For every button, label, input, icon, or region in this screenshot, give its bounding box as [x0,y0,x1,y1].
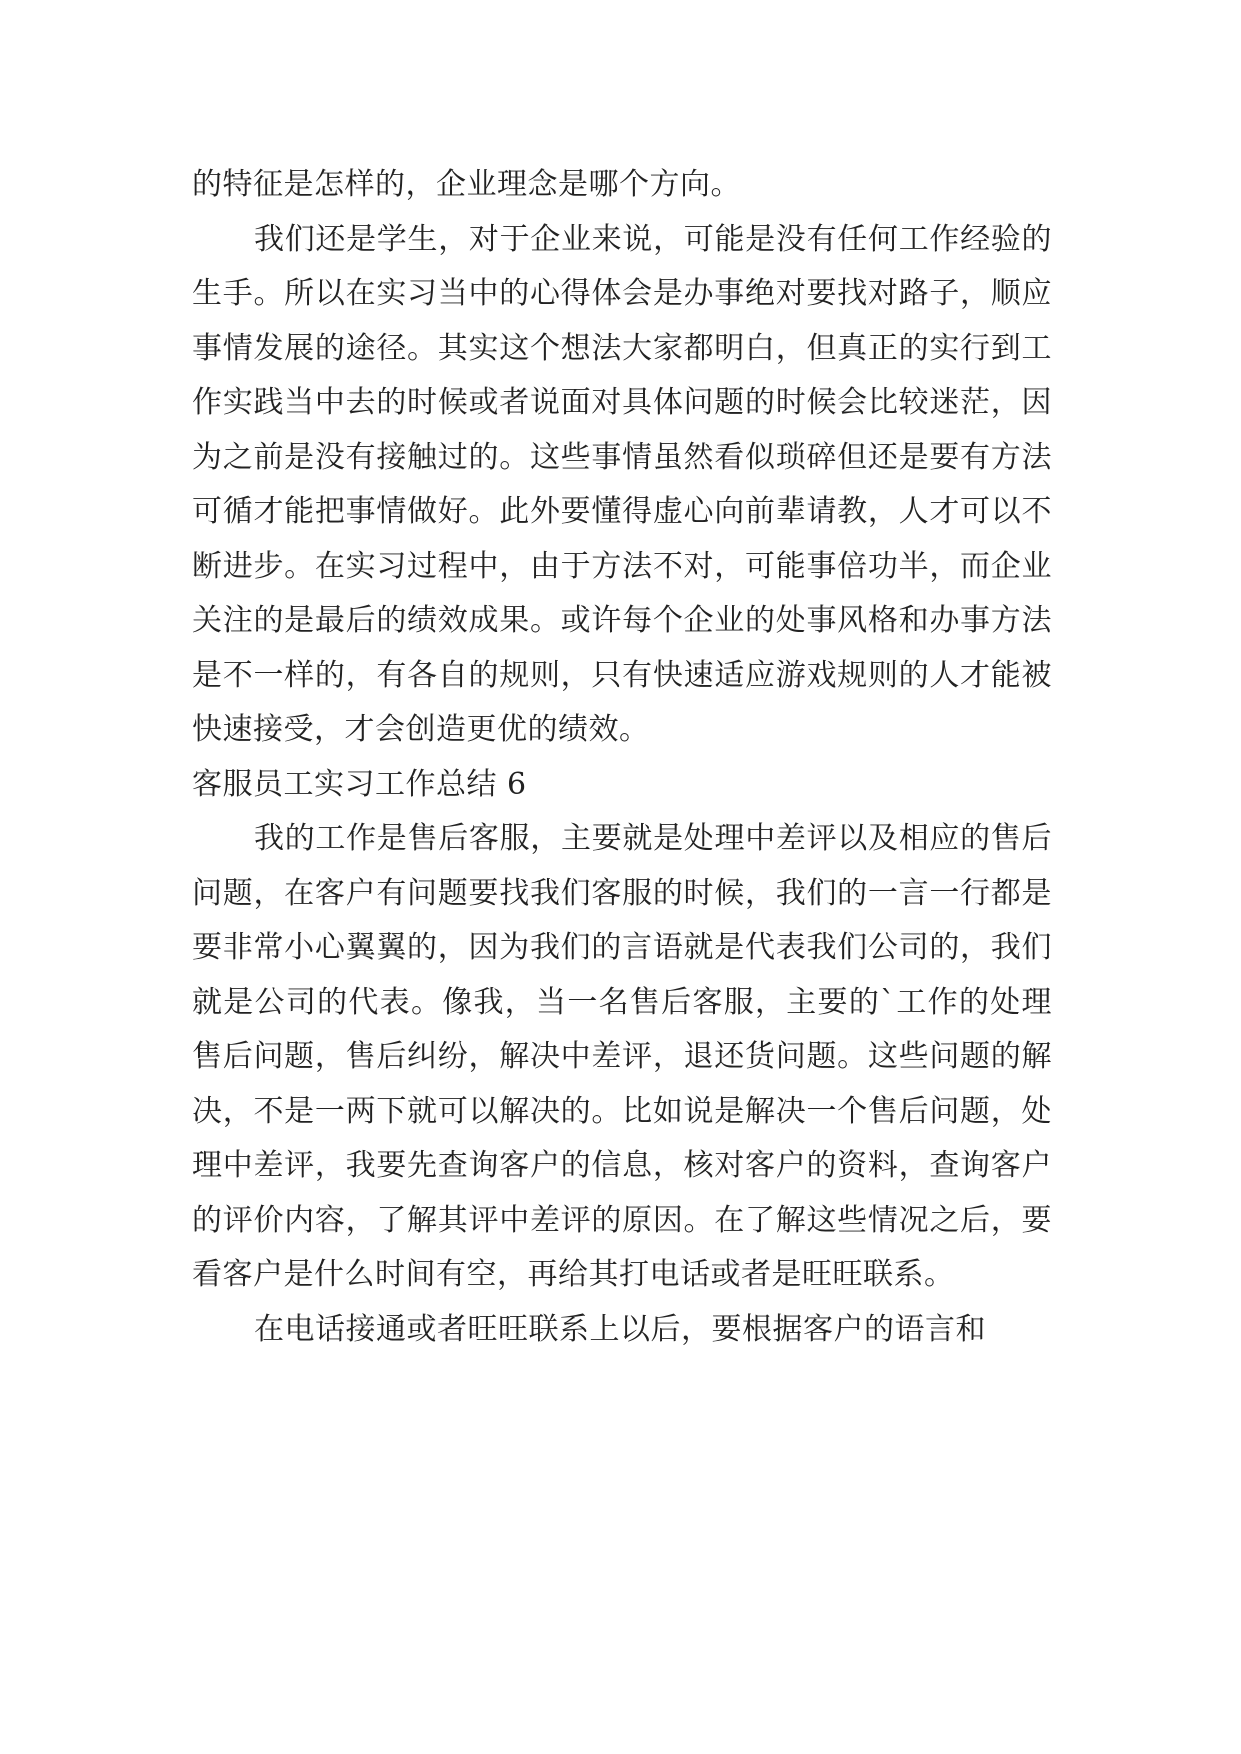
paragraph-contact: 在电话接通或者旺旺联系上以后，要根据客户的语言和 [254,1311,986,1347]
section-heading: 客服员工实习工作总结 6 [192,766,527,802]
document-body [192,158,1052,1357]
paragraph-after-sales-work: 我的工作是售后客服，主要就是处理中差评以及相应的售后问题，在客户有问题要找我们客服的时候，我们的一言一行都是要非常小心翼翼的，因为我们的言语就是代表我们公司的，我们就是公司的代表。像我，当一名售后客服，主要的`工作的处理售后问题，售后纠纷，解决中差评，退还货问题。这些问题的解决，不是一两下就可以解决的。比如说是解决一个售后问题，处理中差评，我要先查询客户的信息，核对客户的资料，查询客户的评价内容，了解其评中差评的原因。在了解这些情况之后，要看客户是什么时间有空，再给其打电话或者是旺旺联系。 [192,821,1052,1292]
paragraph-continuation: 的特征是怎样的，企业理念是哪个方向。 [192,167,741,202]
paragraph-experience: 我们还是学生，对于企业来说，可能是没有任何工作经验的生手。所以在实习当中的心得体会是办事绝对要找对路子，顺应事情发展的途径。其实这个想法大家都明白，但真正的实行到工作实践当中去的时候或者说面对具体问题的时候会比较迷茫，因为之前是没有接触过的。这些事情虽然看似琐碎但还是要有方法可循才能把事情做好。此外要懂得虚心向前辈请教，人才可以不断进步。在实习过程中，由于方法不对，可能事倍功半，而企业关注的是最后的绩效成果。或许每个企业的处事风格和办事方法是不一样的，有各自的规则，只有快速适应游戏规则的人才能被快速接受，才会创造更优的绩效。 [192,221,1052,747]
